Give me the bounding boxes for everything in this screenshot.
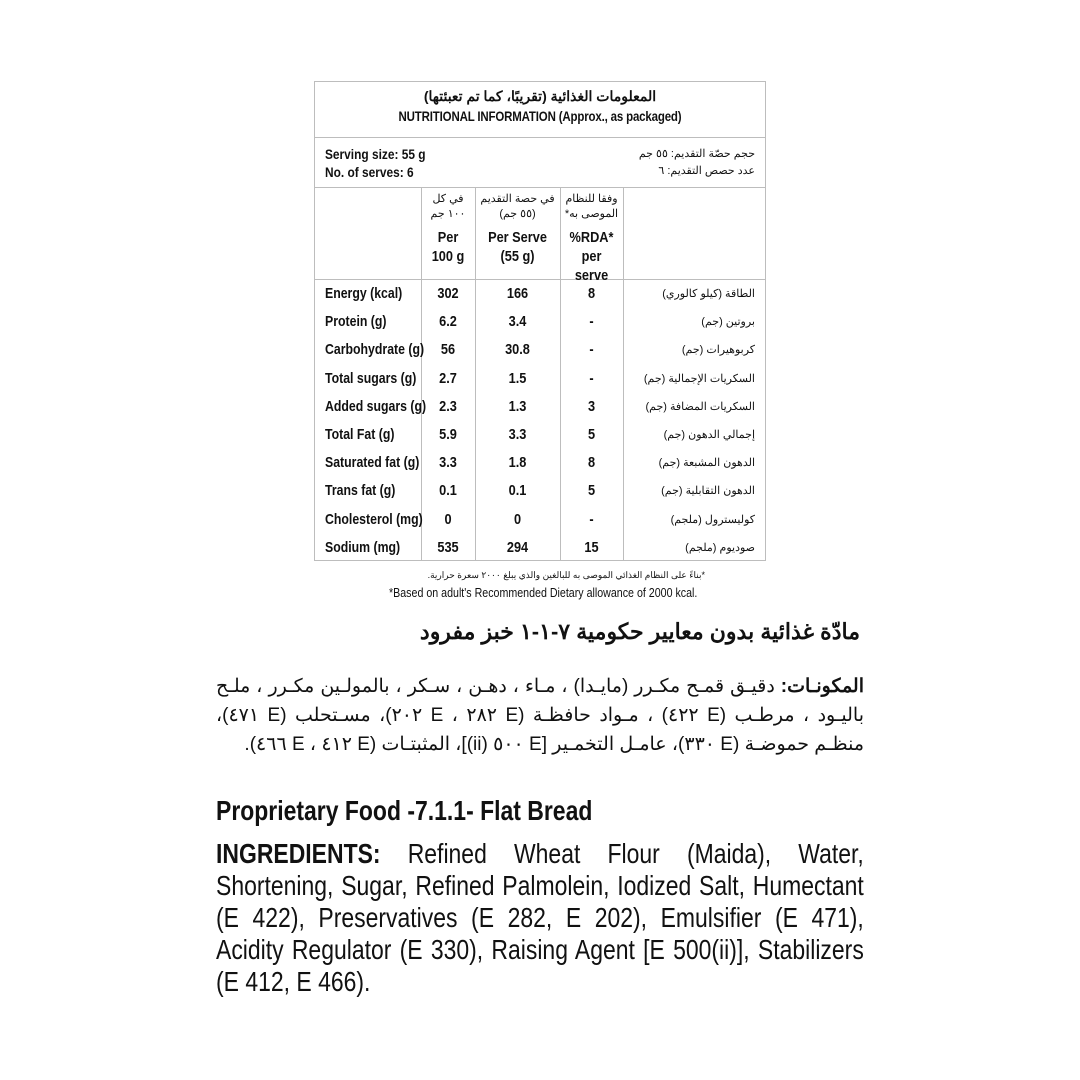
column-header-ar: ١٠٠ جم (430, 208, 466, 220)
nutrition-title-en: NUTRITIONAL INFORMATION (Approx., as packaged) (398, 108, 682, 124)
nutrient-name-ar: الدهون المشبعة (جم) (658, 457, 755, 470)
column-header-ar: في كل (432, 193, 464, 205)
serving-info-ar (639, 146, 755, 180)
column-header-en-line: per serve (574, 248, 609, 284)
column-header-en (481, 228, 553, 266)
nutrition-header (315, 82, 765, 138)
nutrient-name: Cholesterol (mg) (325, 510, 423, 528)
nutrition-row (315, 422, 765, 450)
nutrition-row (315, 478, 765, 506)
nutrient-name-ar: كوليسترول (ملجم) (670, 513, 755, 526)
serves-ar: عدد حصص التقديم: ٦ (658, 165, 755, 177)
rda-value: 8 (587, 285, 596, 302)
per100-value: 535 (437, 538, 459, 556)
column-header-ar: في حصة التقديم (480, 193, 555, 205)
per-serve-value: 0 (513, 510, 522, 528)
rda-value: - (589, 341, 594, 359)
footnote-ar: *بناءً على النظام الغذائي الموصى به للبالغين والذي يبلغ ٢٠٠٠ سعرة حرارية. (427, 570, 705, 580)
nutrient-name: Energy (kcal) (325, 285, 403, 302)
nutrient-name-ar: السكريات المضافة (جم) (645, 400, 755, 413)
serving-size-en: Serving size: 55 g (325, 146, 426, 162)
column-header-en-line: %RDA* (569, 229, 614, 246)
nutrition-row (315, 337, 765, 365)
nutrient-name: Added sugars (g) (325, 397, 427, 415)
nutrition-row (315, 281, 765, 309)
nutrient-name-ar: كربوهيرات (جم) (681, 344, 755, 357)
rda-value: 15 (584, 538, 599, 556)
nutrition-row (315, 309, 765, 337)
column-header-en-line: Per Serve (488, 229, 547, 246)
arabic-ingredients-text: دقيـق قمـح مكـرر (مايـدا) ، مـاء ، دهـن ، سـكر ، بالمولـين مكـرر ، ملـح باليـود ، مرطـب (E ٤٢٢) ، مـواد حافظـة (E ٢٨٢ ، E ٢٠٢)، مسـتحلب (E ٤٧١)، منظـم حموضـة (E ٣٣٠)، عامـل التخمـير [E ٥٠٠ (ii)]، المثبتـات (E ٤١٢ ، E ٤٦٦). (216, 676, 865, 755)
per100-value: 2.3 (439, 397, 457, 415)
arabic-product-title: مادّة غذائية بدون معايير حكومية ٧-١-١ خبز مفرود (419, 619, 860, 644)
per100-value: 0.1 (439, 482, 457, 500)
rda-value: 8 (587, 454, 596, 472)
nutrition-row (315, 366, 765, 394)
arabic-ingredients-label: المكونـات: (780, 676, 864, 697)
column-header-en (565, 228, 619, 285)
nutrient-name: Total sugars (g) (325, 369, 417, 387)
nutrition-row (315, 394, 765, 422)
english-ingredients-text: Refined Wheat Flour (Maida), Water, Shortening, Sugar, Refined Palmolein, Iodized Salt, Humectant (E 422), Preservatives (E 282, E 202), Emulsifier (E 471), Acidity Regulator (E 330), Raising Agent [E 500(ii)], Stabilizers (E 412, E 466). (216, 838, 864, 997)
english-ingredients (216, 838, 864, 998)
nutrition-title-ar: المعلومات الغذائية (تقريبًا، كما تم تعبئتها) (423, 88, 657, 104)
per100-value: 3.3 (439, 454, 457, 472)
column-header-ar: وفقا للنظام (565, 193, 618, 205)
nutrient-name-ar: بروتين (جم) (701, 316, 755, 329)
per100-value: 302 (437, 285, 459, 302)
per100-value: 2.7 (439, 369, 457, 387)
nutrient-name: Protein (g) (325, 313, 387, 331)
column-header-en-line: (55 g) (500, 248, 535, 265)
column-header-per100 (421, 192, 475, 266)
nutrition-row (315, 507, 765, 535)
per100-value: 56 (440, 341, 456, 359)
nutrient-name-ar: الدهون التقابلية (جم) (661, 485, 755, 498)
rda-value: 5 (587, 426, 596, 443)
per100-value: 6.2 (439, 313, 457, 331)
column-header-en (425, 228, 471, 266)
nutrient-name: Trans fat (g) (325, 482, 396, 500)
nutrient-name-ar: إجمالي الدهون (جم) (663, 429, 755, 441)
english-product-title: Proprietary Food -7.1.1- Flat Bread (216, 795, 593, 826)
serving-info (315, 137, 765, 188)
column-header-per-serve (475, 192, 560, 266)
column-header-rda (560, 192, 623, 285)
rda-value: - (589, 313, 594, 331)
serving-size-ar: حجم حصّة التقديم: ٥٥ جم (638, 148, 755, 160)
rda-value: 3 (587, 397, 596, 415)
nutrition-row (315, 450, 765, 478)
per-serve-value: 1.5 (508, 369, 527, 387)
nutrient-name: Total Fat (g) (325, 426, 395, 443)
rda-value: - (589, 510, 594, 528)
nutrient-name-ar: صوديوم (ملجم) (685, 541, 755, 554)
per-serve-value: 0.1 (508, 482, 527, 500)
per-serve-value: 1.8 (508, 454, 527, 472)
per-serve-value: 294 (506, 538, 529, 556)
english-ingredients-label: INGREDIENTS: (216, 838, 381, 869)
per-serve-value: 1.3 (508, 397, 527, 415)
footnote-en: *Based on adult's Recommended Dietary allowance of 2000 kcal. (389, 585, 698, 600)
per100-value: 0 (444, 510, 452, 528)
per-serve-value: 3.4 (508, 313, 527, 331)
nutrition-label (314, 81, 766, 561)
nutrient-name: Sodium (mg) (325, 538, 401, 556)
column-header-en-line: 100 g (431, 248, 465, 265)
nutrient-name-ar: السكريات الإجمالية (جم) (643, 372, 755, 385)
serves-en: No. of serves: 6 (325, 164, 414, 180)
per100-value: 5.9 (439, 426, 457, 443)
column-header-en-line: Per (437, 229, 459, 246)
column-header-ar: الموصى به* (564, 208, 619, 220)
per-serve-value: 3.3 (508, 426, 527, 443)
nutrient-name: Carbohydrate (g) (325, 341, 425, 359)
per-serve-value: 30.8 (505, 341, 530, 359)
nutrient-name: Saturated fat (g) (325, 454, 420, 472)
nutrient-name-ar: الطاقة (كيلو كالوري) (662, 288, 755, 300)
per-serve-value: 166 (506, 285, 529, 302)
arabic-ingredients (216, 672, 864, 759)
serving-info-en (325, 145, 426, 181)
rda-value: 5 (587, 482, 596, 500)
column-header-ar: (٥٥ جم) (499, 208, 536, 220)
nutrition-row (315, 535, 765, 563)
rda-value: - (589, 369, 594, 387)
